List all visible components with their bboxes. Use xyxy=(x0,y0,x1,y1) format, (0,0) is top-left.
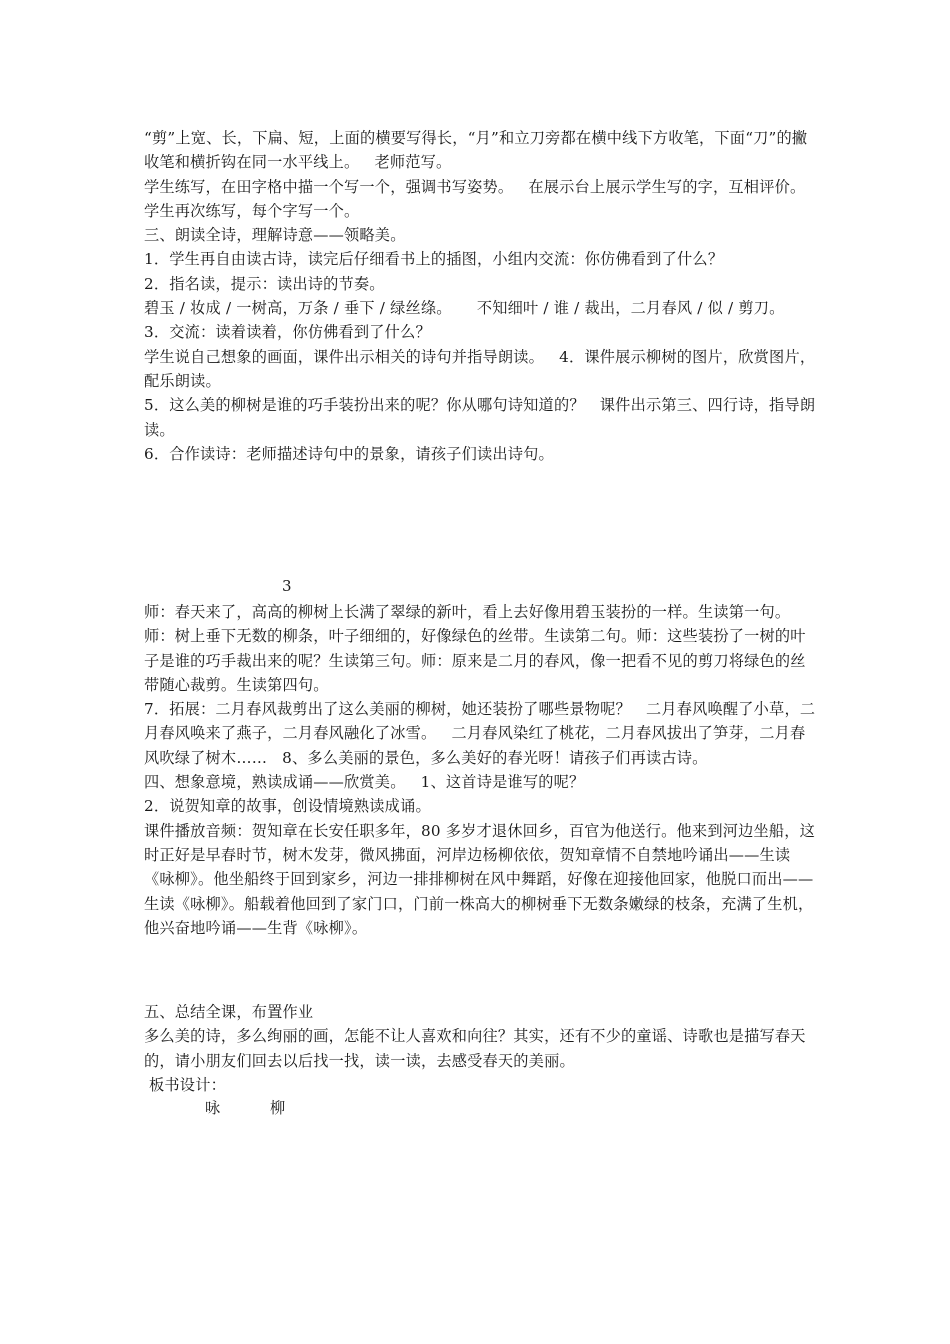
lesson-text-top xyxy=(144,126,821,466)
lesson-summary xyxy=(144,1000,816,1097)
paragraph: 课件播放音频：贺知章在长安任职多年，80 多岁才退休回乡，百官为他送行。他来到河边坐船，这时正好是早春时节，树木发芽，微风拂面，河岸边杨柳依依，贺知章情不自禁地吟诵出——生读《咏柳》。他坐船终于回到家乡，河边一排排柳树在风中舞蹈，好像在迎接他回家，他脱口而出——生读《咏柳》。船载着他回到了家门口，门前一株高大的柳树垂下无数条嫩绿的枝条，充满了生机，他兴奋地吟诵——生背《咏柳》。 xyxy=(144,821,816,937)
board-design-label: 板书设计： xyxy=(144,1075,226,1094)
paragraph: 6．合作读诗：老师描述诗句中的景象，请孩子们读出诗句。 xyxy=(144,444,554,463)
poem-rhythm-paragraph: 碧玉 / 妆成 / 一树高，万条 / 垂下 / 绿丝绦。 不知细叶 / 谁 / 裁出，二月春风 / 似 / 剪刀。 3．交流：读着读着，你仿佛看到了什么？ xyxy=(144,299,800,342)
page-number: 3 xyxy=(282,577,292,595)
paragraph: 1．学生再自由读古诗，读完后仔细看书上的插图，小组内交流：你仿佛看到了什么？ xyxy=(144,250,724,269)
section-heading: 四、想象意境，熟读成诵——欣赏美。 1、这首诗是谁写的呢？ xyxy=(144,773,585,792)
section-heading: 三、朗读全诗，理解诗意——领略美。 xyxy=(144,226,406,245)
paragraph: 学生说自己想象的画面，课件出示相关的诗句并指导朗读。 4．课件展示柳树的图片，欣赏图片，配乐朗读。 xyxy=(144,347,816,390)
board-title-char: 咏 xyxy=(205,1099,221,1117)
paragraph: 2．指名读，提示：读出诗的节奏。 xyxy=(144,274,385,293)
paragraph: “剪”上宽、长，下扁、短，上面的横要写得长，“月”和立刀旁都在横中线下方收笔，下面“刀”的撇收笔和横折钩在同一水平线上。 老师范写。 xyxy=(144,129,808,172)
paragraph: 7．拓展：二月春风裁剪出了这么美丽的柳树，她还装扮了哪些景物呢？ 二月春风唤醒了小草，二月春风唤来了燕子，二月春风融化了冰雪。 二月春风染红了桃花，二月春风拔出了笋芽，二月春风吹绿了树木…… 8、多么美丽的景色，多么美好的春光呀！请孩子们再读古诗。 xyxy=(144,700,816,767)
paragraph: 学生练写，在田字格中描一个写一个，强调书写姿势。 在展示台上展示学生写的字，互相评价。 学生再次练写，每个字写一个。 xyxy=(144,177,821,220)
paragraph: 5．这么美的柳树是谁的巧手装扮出来的呢？你从哪句诗知道的？ 课件出示第三、四行诗，指导朗读。 xyxy=(144,396,816,439)
section-heading: 五、总结全课，布置作业 xyxy=(144,1003,314,1021)
board-title-char: 柳 xyxy=(270,1099,286,1117)
paragraph: 多么美的诗，多么绚丽的画，怎能不让人喜欢和向往？其实，还有不少的童谣、诗歌也是描写春天的，请小朋友们回去以后找一找，读一读，去感受春天的美丽。 xyxy=(144,1027,806,1070)
paragraph: 师：春天来了，高高的柳树上长满了翠绿的新叶，看上去好像用碧玉装扮的一样。生读第一句。师：树上垂下无数的柳条，叶子细细的，好像绿色的丝带。生读第二句。师：这些装扮了一树的叶子是谁的巧手裁出来的呢？生读第三句。师：原来是二月的春风，像一把看不见的剪刀将绿色的丝带随心裁剪。生读第四句。 xyxy=(144,603,806,694)
paragraph: 2．说贺知章的故事，创设情境熟读成诵。 xyxy=(144,797,431,816)
lesson-text-bottom xyxy=(144,600,816,940)
